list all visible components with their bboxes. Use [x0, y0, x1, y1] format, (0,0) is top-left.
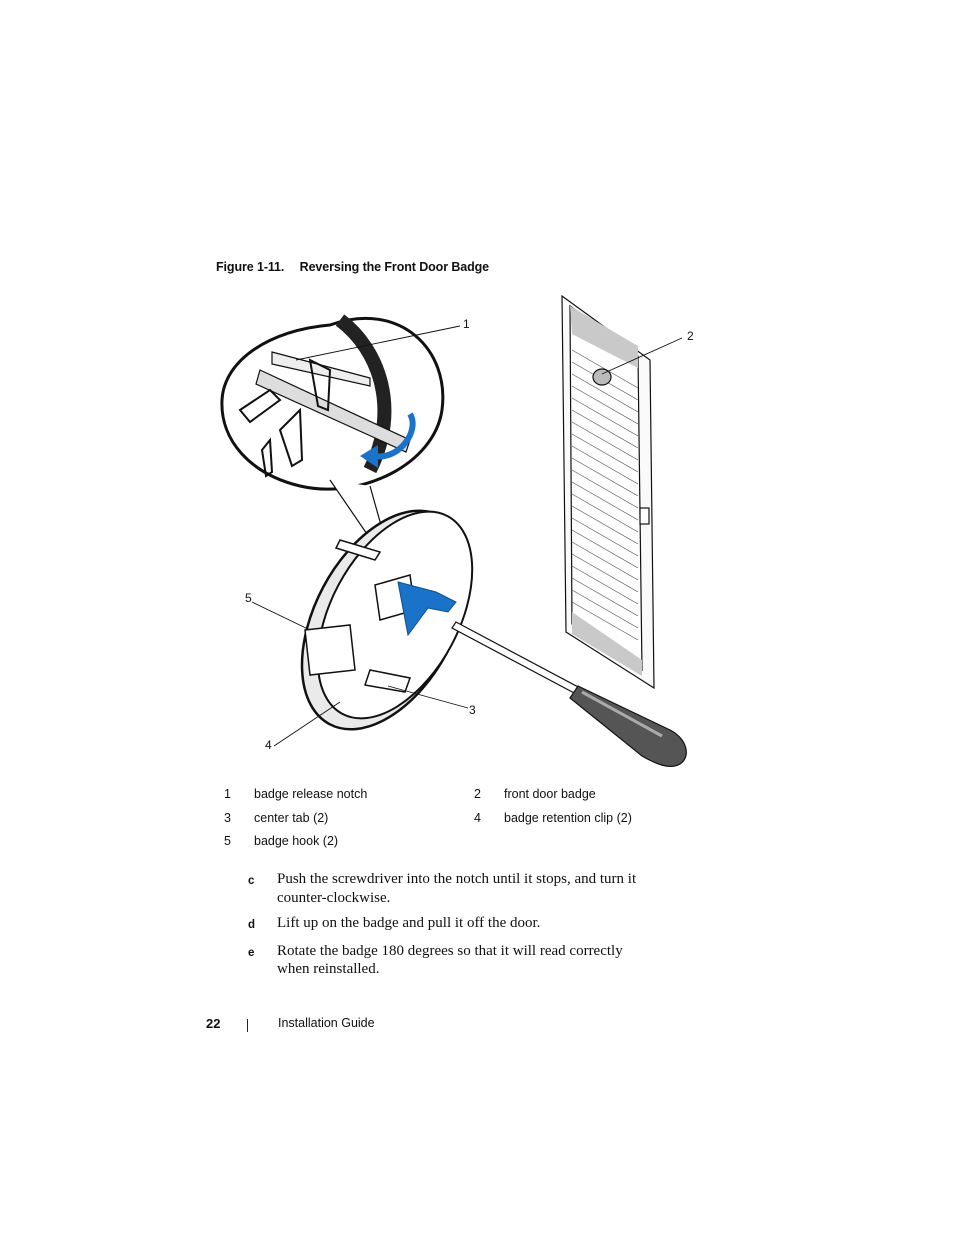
callout-1: 1 — [463, 317, 470, 331]
step-item — [248, 870, 668, 907]
step-item — [248, 942, 668, 979]
callout-3: 3 — [469, 703, 476, 717]
document-title: Installation Guide — [278, 1016, 375, 1030]
legend-number: 1 — [224, 787, 231, 801]
figure-illustration — [210, 290, 720, 780]
legend-item — [224, 834, 338, 848]
figure-caption — [216, 260, 489, 274]
step-item — [248, 914, 668, 935]
legend-number: 2 — [474, 787, 481, 801]
front-door — [562, 296, 654, 688]
legend-label: badge release notch — [254, 787, 368, 801]
callout-4: 4 — [265, 738, 272, 752]
zoom-detail — [222, 318, 443, 489]
figure-title: Reversing the Front Door Badge — [299, 260, 490, 274]
callout-2: 2 — [687, 329, 694, 343]
legend-item — [474, 811, 632, 825]
legend-label: front door badge — [504, 787, 596, 801]
page-number: 22 — [206, 1016, 221, 1031]
legend-label: badge retention clip (2) — [504, 811, 632, 825]
step-letter: d — [248, 919, 256, 931]
step-letter: c — [248, 875, 255, 887]
legend-item — [224, 811, 328, 825]
procedure-steps — [248, 870, 668, 986]
step-text: Push the screwdriver into the notch until it stops, and turn it counter-clockwise. — [277, 871, 637, 906]
step-text: Rotate the badge 180 degrees so that it will read correctly when reinstalled. — [277, 942, 623, 977]
step-letter: e — [248, 946, 255, 959]
legend-item — [224, 787, 367, 801]
figure-number: Figure 1-11. — [216, 260, 285, 274]
legend-number: 3 — [224, 811, 231, 825]
step-text: Lift up on the badge and pull it off the door. — [277, 915, 541, 931]
legend-number: 4 — [474, 811, 481, 825]
legend-number: 5 — [224, 834, 231, 848]
legend-item — [474, 787, 596, 801]
legend-label: badge hook (2) — [254, 834, 339, 848]
legend-label: center tab (2) — [254, 811, 329, 825]
callout-5: 5 — [245, 591, 252, 605]
footer-divider — [247, 1019, 248, 1032]
badge-illustration — [210, 290, 720, 780]
